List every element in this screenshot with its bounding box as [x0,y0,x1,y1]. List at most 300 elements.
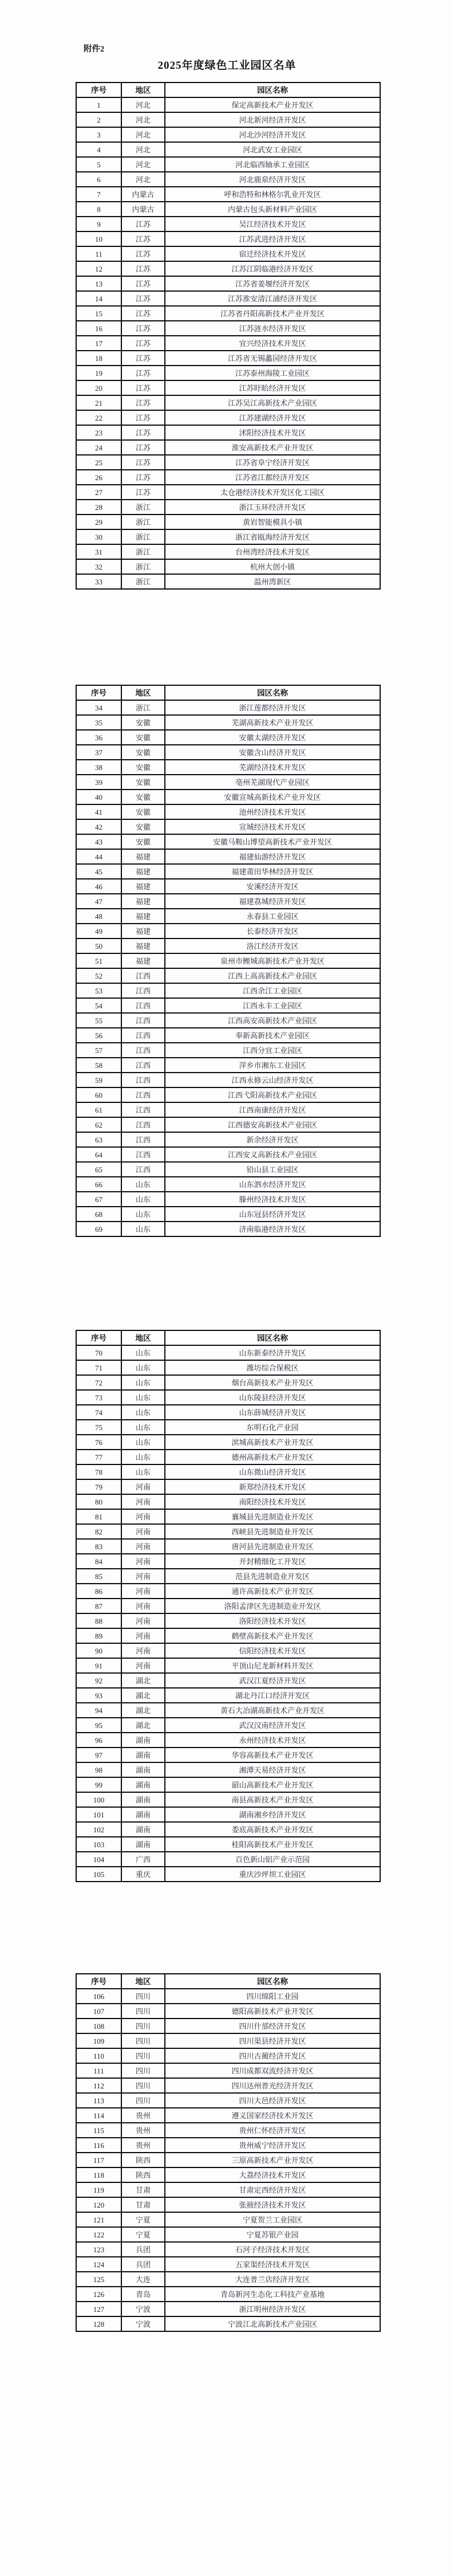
row-park-name: 桂阳高新技术产业开发区 [165,1837,380,1852]
table-row [76,1390,380,1405]
row-region: 福建 [121,894,165,909]
table-row [76,306,380,321]
row-park-name: 青岛新河生态化工科技产业基地 [165,2287,380,2302]
row-region: 山东 [121,1464,165,1479]
row-region: 河北 [121,157,165,172]
row-index: 89 [76,1628,121,1643]
row-region: 山东 [121,1435,165,1450]
column-header: 序号 [76,685,121,700]
table-row [76,1013,380,1028]
row-park-name: 安徽马鞍山博望高新技术产业开发区 [165,834,380,849]
table-row [76,1360,380,1375]
row-index: 54 [76,998,121,1013]
row-region: 江苏 [121,231,165,246]
row-region: 湖南 [121,1748,165,1762]
row-region: 江西 [121,983,165,998]
row-index: 110 [76,2048,121,2063]
row-park-name: 信阳经济技术开发区 [165,1643,380,1658]
row-park-name: 东明石化产业园 [165,1420,380,1435]
column-header: 序号 [76,1974,121,1989]
table-row [76,470,380,485]
row-region: 浙江 [121,559,165,574]
row-park-name: 娄底高新技术产业开发区 [165,1822,380,1837]
table-row [76,544,380,559]
row-region: 河南 [121,1613,165,1628]
row-index: 18 [76,351,121,366]
row-region: 安徽 [121,715,165,730]
row-index: 76 [76,1435,121,1450]
row-region: 河南 [121,1524,165,1539]
table-row [76,2078,380,2093]
row-park-name: 通许高新技术产业开发区 [165,1584,380,1599]
row-park-name: 江西分宜工业园区 [165,1043,380,1058]
table-row [76,2138,380,2153]
table-row [76,953,380,968]
table-row [76,515,380,529]
table-row [76,1643,380,1658]
row-region: 四川 [121,2063,165,2078]
table-row [76,938,380,953]
row-index: 56 [76,1028,121,1043]
column-header: 地区 [121,1974,165,1989]
row-park-name: 烟台高新技术产业开发区 [165,1375,380,1390]
row-park-name: 四川成都双流经济开发区 [165,2063,380,2078]
row-region: 江苏 [121,366,165,380]
header-row [76,1330,380,1345]
table-row [76,2316,380,2331]
column-header: 地区 [121,1330,165,1345]
row-park-name: 济南临港经济开发区 [165,1222,380,1236]
row-region: 福建 [121,864,165,879]
table-row [76,1420,380,1435]
row-park-name: 池州经济技术开发区 [165,804,380,819]
row-index: 49 [76,924,121,938]
row-region: 江苏 [121,321,165,336]
row-park-name: 宁波江北高新技术产业园区 [165,2316,380,2331]
row-park-name: 黄石大冶湖高新技术产业开发区 [165,1703,380,1718]
row-park-name: 四川大邑经济开发区 [165,2093,380,2108]
header-row [76,685,380,700]
row-region: 湖北 [121,1673,165,1688]
row-region: 河南 [121,1643,165,1658]
row-park-name: 石河子经济技术开发区 [165,2242,380,2257]
table-row [76,1733,380,1748]
table-row [76,775,380,790]
row-park-name: 福建仙游经济开发区 [165,849,380,864]
row-region: 湖北 [121,1718,165,1733]
row-index: 4 [76,142,121,157]
table-row [76,366,380,380]
row-index: 126 [76,2287,121,2302]
row-index: 82 [76,1524,121,1539]
table-row [76,1192,380,1207]
row-park-name: 四川绵阳工业园 [165,1989,380,2004]
row-park-name: 张掖经济技术开发区 [165,2197,380,2212]
row-index: 41 [76,804,121,819]
row-park-name: 河北新河经济开发区 [165,112,380,127]
row-park-name: 山东泗水经济开发区 [165,1177,380,1192]
row-index: 85 [76,1569,121,1584]
row-index: 88 [76,1613,121,1628]
table-row [76,2048,380,2063]
row-region: 江西 [121,1117,165,1132]
row-park-name: 大荔经济技术开发区 [165,2167,380,2182]
row-region: 河北 [121,172,165,187]
row-region: 江西 [121,1058,165,1073]
row-index: 11 [76,246,121,261]
row-park-name: 鹤壁高新技术产业开发区 [165,1628,380,1643]
row-park-name: 江西南康经济开发区 [165,1102,380,1117]
table-row [76,574,380,589]
row-region: 河南 [121,1584,165,1599]
row-index: 64 [76,1147,121,1162]
row-index: 27 [76,485,121,500]
row-index: 101 [76,1807,121,1822]
row-region: 河南 [121,1569,165,1584]
row-index: 44 [76,849,121,864]
row-park-name: 河北鹿泉经济开发区 [165,172,380,187]
row-index: 36 [76,730,121,745]
row-region: 江苏 [121,455,165,470]
row-region: 福建 [121,953,165,968]
row-index: 43 [76,834,121,849]
row-region: 江苏 [121,380,165,395]
row-index: 26 [76,470,121,485]
row-park-name: 襄城县先进制造业开发区 [165,1509,380,1524]
row-region: 江西 [121,1162,165,1177]
table-row [76,1102,380,1117]
row-park-name: 江西高安高新技术产业园区 [165,1013,380,1028]
row-region: 浙江 [121,700,165,715]
row-region: 江西 [121,1102,165,1117]
column-header: 园区名称 [165,1330,380,1345]
row-region: 宁夏 [121,2212,165,2227]
table-row [76,127,380,142]
row-region: 兵团 [121,2257,165,2272]
row-region: 湖南 [121,1807,165,1822]
table-row [76,2123,380,2138]
row-index: 104 [76,1852,121,1867]
row-index: 80 [76,1494,121,1509]
table-row [76,1658,380,1673]
row-park-name: 湘潭天易经济开发区 [165,1762,380,1777]
row-region: 贵州 [121,2123,165,2138]
row-region: 河南 [121,1509,165,1524]
row-index: 67 [76,1192,121,1207]
column-header: 序号 [76,1330,121,1345]
attachment-label: 附件2 [84,45,105,54]
row-index: 123 [76,2242,121,2257]
row-index: 13 [76,276,121,291]
row-index: 95 [76,1718,121,1733]
row-park-name: 江西永修云山经济开发区 [165,1073,380,1087]
row-region: 江苏 [121,217,165,231]
row-index: 112 [76,2078,121,2093]
table-row [76,2182,380,2197]
row-park-name: 浙江玉环经济开发区 [165,500,380,515]
row-region: 山东 [121,1375,165,1390]
table-row [76,425,380,440]
row-region: 陕西 [121,2167,165,2182]
column-header: 地区 [121,83,165,97]
row-index: 75 [76,1420,121,1435]
row-park-name: 江苏江阴临港经济开发区 [165,261,380,276]
row-park-name: 江西德安高新技术产业园区 [165,1117,380,1132]
table-row [76,730,380,745]
row-index: 62 [76,1117,121,1132]
row-region: 江苏 [121,306,165,321]
row-park-name: 开封精细化工开发区 [165,1554,380,1569]
table-row [76,2167,380,2182]
table-row [76,924,380,938]
row-region: 湖北 [121,1688,165,1703]
row-region: 江苏 [121,336,165,351]
row-region: 江西 [121,968,165,983]
table-row [76,291,380,306]
parks-table [76,685,381,1237]
table-row [76,1762,380,1777]
row-park-name: 铅山县工业园区 [165,1162,380,1177]
row-region: 四川 [121,2004,165,2019]
row-park-name: 武汉江夏经济开发区 [165,1673,380,1688]
table-row [76,217,380,231]
row-index: 52 [76,968,121,983]
row-park-name: 湖南湘乡经济开发区 [165,1807,380,1822]
table-row [76,1450,380,1464]
row-park-name: 山东新泰经济开发区 [165,1345,380,1360]
table-row [76,157,380,172]
row-region: 河南 [121,1539,165,1554]
row-index: 108 [76,2019,121,2033]
column-header: 园区名称 [165,83,380,97]
row-index: 98 [76,1762,121,1777]
row-region: 江西 [121,1013,165,1028]
table-row [76,2242,380,2257]
row-index: 109 [76,2033,121,2048]
row-index: 70 [76,1345,121,1360]
row-region: 山东 [121,1405,165,1420]
row-region: 广西 [121,1852,165,1867]
row-park-name: 黄岩智能模具小镇 [165,515,380,529]
row-park-name: 呼和浩特和林格尔乳业开发区 [165,187,380,202]
row-park-name: 吴江经济技术开发区 [165,217,380,231]
row-park-name: 芜湖经济技术开发区 [165,760,380,775]
row-index: 6 [76,172,121,187]
column-header: 序号 [76,83,121,97]
row-park-name: 贵州威宁经济开发区 [165,2138,380,2153]
row-region: 山东 [121,1177,165,1192]
row-region: 重庆 [121,1867,165,1882]
row-region: 安徽 [121,760,165,775]
parks-table-section-3 [76,1330,380,1882]
table-row [76,849,380,864]
table-row [76,1524,380,1539]
row-park-name: 四川古蔺经济开发区 [165,2048,380,2063]
row-region: 四川 [121,2078,165,2093]
row-park-name: 范县先进制造业开发区 [165,1569,380,1584]
table-row [76,1087,380,1102]
row-park-name: 安徽含山经济开发区 [165,745,380,760]
row-index: 100 [76,1792,121,1807]
row-park-name: 三原高新技术产业开发区 [165,2153,380,2167]
row-park-name: 新郑经济技术开发区 [165,1479,380,1494]
row-park-name: 江苏省无锡蠡园经济开发区 [165,351,380,366]
row-region: 江苏 [121,276,165,291]
row-index: 106 [76,1989,121,2004]
row-index: 121 [76,2212,121,2227]
row-park-name: 内蒙古包头新材料产业园区 [165,202,380,217]
row-index: 25 [76,455,121,470]
row-park-name: 浙江明州经济开发区 [165,2302,380,2316]
row-region: 安徽 [121,819,165,834]
row-park-name: 福建莆田华林经济开发区 [165,864,380,879]
table-row [76,1479,380,1494]
row-park-name: 江苏盱眙经济开发区 [165,380,380,395]
row-index: 22 [76,410,121,425]
row-region: 山东 [121,1420,165,1435]
table-row [76,1792,380,1807]
row-index: 51 [76,953,121,968]
row-index: 59 [76,1073,121,1087]
table-row [76,261,380,276]
table-row [76,1117,380,1132]
row-park-name: 江苏泰州海陵工业园区 [165,366,380,380]
row-region: 湖南 [121,1822,165,1837]
row-index: 97 [76,1748,121,1762]
table-row [76,790,380,804]
row-park-name: 奉新高新技术产业园区 [165,1028,380,1043]
table-row [76,1599,380,1613]
row-park-name: 湖北丹江口经济开发区 [165,1688,380,1703]
row-index: 90 [76,1643,121,1658]
table-row [76,1703,380,1718]
row-park-name: 平顶山尼龙新材料开发区 [165,1658,380,1673]
row-park-name: 江苏建湖经济开发区 [165,410,380,425]
table-row [76,142,380,157]
row-index: 47 [76,894,121,909]
table-row [76,97,380,112]
row-region: 江西 [121,1147,165,1162]
row-region: 河南 [121,1479,165,1494]
row-park-name: 南阳经济技术开发区 [165,1494,380,1509]
row-index: 99 [76,1777,121,1792]
row-region: 山东 [121,1222,165,1236]
row-region: 江苏 [121,395,165,410]
row-park-name: 宣城经济技术开发区 [165,819,380,834]
row-region: 四川 [121,2033,165,2048]
table-row [76,819,380,834]
row-park-name: 山东冠县经济开发区 [165,1207,380,1222]
row-index: 58 [76,1058,121,1073]
row-park-name: 江西安义高新技术产业园区 [165,1147,380,1162]
row-region: 浙江 [121,515,165,529]
row-index: 84 [76,1554,121,1569]
row-park-name: 洛阳经济技术开发区 [165,1613,380,1628]
row-region: 山东 [121,1207,165,1222]
row-index: 127 [76,2302,121,2316]
table-row [76,2302,380,2316]
table-row [76,336,380,351]
row-index: 10 [76,231,121,246]
table-row [76,529,380,544]
row-index: 5 [76,157,121,172]
row-index: 113 [76,2093,121,2108]
row-region: 湖北 [121,1703,165,1718]
table-row [76,2063,380,2078]
table-row [76,172,380,187]
row-park-name: 四川什邡经济开发区 [165,2019,380,2033]
table-row [76,1867,380,1882]
row-park-name: 甘肃定西经济开发区 [165,2182,380,2197]
row-region: 浙江 [121,529,165,544]
row-region: 大连 [121,2272,165,2287]
row-region: 浙江 [121,544,165,559]
row-park-name: 安徽宣城高新技术产业开发区 [165,790,380,804]
row-region: 安徽 [121,775,165,790]
table-row [76,1028,380,1043]
table-row [76,1807,380,1822]
table-row [76,1375,380,1390]
table-row [76,1822,380,1837]
row-index: 128 [76,2316,121,2331]
row-park-name: 唐河县先进制造业开发区 [165,1539,380,1554]
row-park-name: 韶山高新技术产业开发区 [165,1777,380,1792]
row-region: 浙江 [121,574,165,589]
row-region: 江苏 [121,246,165,261]
row-region: 安徽 [121,790,165,804]
row-park-name: 江西余江工业园区 [165,983,380,998]
row-region: 宁波 [121,2316,165,2331]
table-row [76,321,380,336]
row-region: 内蒙古 [121,187,165,202]
row-region: 河南 [121,1554,165,1569]
table-row [76,2033,380,2048]
row-index: 3 [76,127,121,142]
row-region: 宁波 [121,2302,165,2316]
row-index: 66 [76,1177,121,1192]
row-park-name: 沭阳经济技术开发区 [165,425,380,440]
row-index: 114 [76,2108,121,2123]
row-region: 安徽 [121,804,165,819]
row-index: 77 [76,1450,121,1464]
row-index: 122 [76,2227,121,2242]
row-region: 江苏 [121,261,165,276]
row-region: 江苏 [121,351,165,366]
row-park-name: 河北临西轴承工业园区 [165,157,380,172]
row-region: 青岛 [121,2287,165,2302]
row-region: 江苏 [121,485,165,500]
row-park-name: 四川达州普光经济开发区 [165,2078,380,2093]
row-index: 91 [76,1658,121,1673]
table-row [76,440,380,455]
table-row [76,909,380,924]
row-park-name: 山东微山经济开发区 [165,1464,380,1479]
table-row [76,2019,380,2033]
row-park-name: 安溪经济开发区 [165,879,380,894]
table-row [76,1043,380,1058]
table-row [76,2197,380,2212]
row-park-name: 亳州芜湖现代产业园区 [165,775,380,790]
row-index: 28 [76,500,121,515]
table-row [76,834,380,849]
row-park-name: 重庆沙坪坝工业园区 [165,1867,380,1882]
row-park-name: 宿迁经济技术开发区 [165,246,380,261]
table-row [76,1554,380,1569]
row-park-name: 江苏淮安清江浦经济开发区 [165,291,380,306]
row-index: 105 [76,1867,121,1882]
row-index: 7 [76,187,121,202]
row-park-name: 江西弋阳高新技术产业园区 [165,1087,380,1102]
